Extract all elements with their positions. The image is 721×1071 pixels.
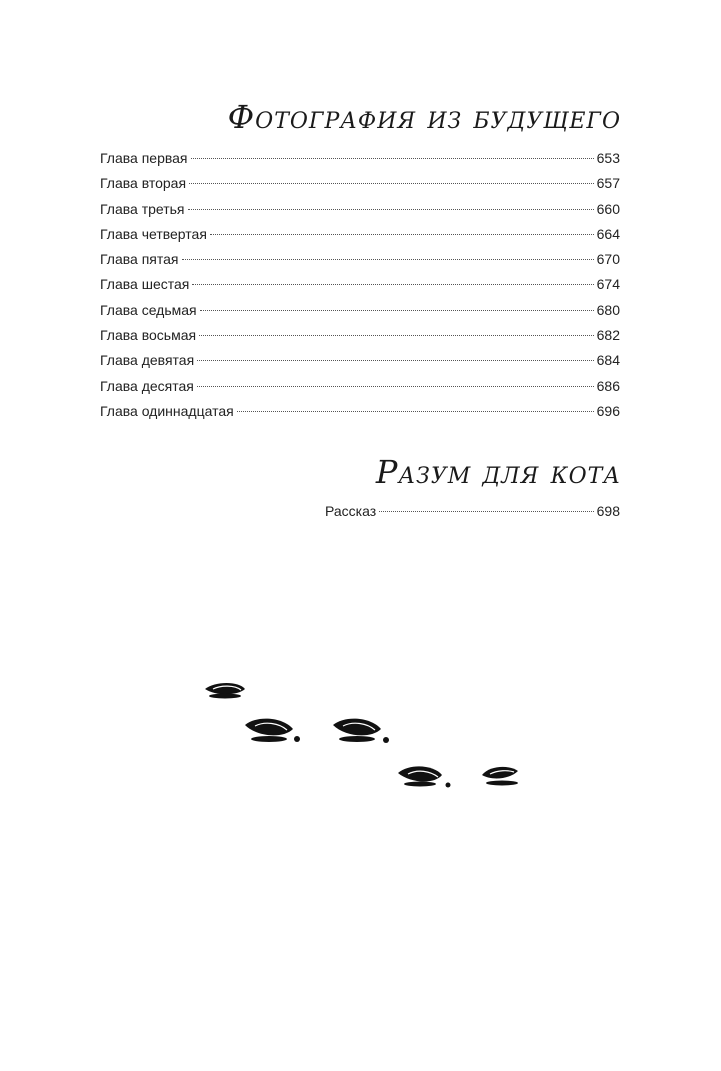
toc-entry-page: 664 [596,225,620,242]
section-title: Фотография из будущего [227,98,621,136]
toc-entry-label: Глава третья [100,200,185,217]
toc-entry-page: 684 [596,352,620,369]
dot-leader [182,259,594,260]
toc-entry[interactable] [100,171,620,196]
toc-entry-label: Глава девятая [100,352,195,369]
toc-entry-label: Рассказ [325,503,377,519]
dot-leader [237,411,594,412]
toc-entry-label: Глава шестая [100,276,190,293]
toc-entry-label: Глава седьмая [100,301,197,318]
toc-entry-page: 653 [596,150,620,166]
dot-leader [191,158,594,159]
dot-leader [189,183,594,184]
toc-entry-page: 674 [596,276,620,293]
dot-leader [200,310,594,311]
toc-entry-page: 670 [596,251,620,268]
toc-entry[interactable] [100,348,620,373]
dot-leader [199,335,594,336]
toc-entry[interactable] [100,272,620,297]
toc-entry-page: 657 [596,175,620,192]
toc-list [325,499,620,524]
dot-leader [210,234,594,235]
dot-leader [197,386,594,387]
toc-entry[interactable] [100,247,620,272]
toc-entry-page: 680 [596,301,620,318]
toc-entry-label: Глава десятая [100,377,194,394]
section-title: Разум для кота [375,453,621,491]
dot-leader [379,511,594,512]
toc-entry-label: Глава восьмая [100,327,197,344]
toc-entry-label: Глава одиннадцатая [100,402,234,419]
toc-entry[interactable] [100,222,620,247]
toc-entry-label: Глава первая [100,150,188,166]
toc-list [100,146,620,424]
toc-entry-label: Глава четвертая [100,225,207,242]
dot-leader [188,209,594,210]
paw-print-icon [398,766,451,787]
toc-entry-page: 660 [596,200,620,217]
toc-entry[interactable] [100,146,620,171]
toc-entry[interactable] [100,399,620,424]
toc-entry[interactable] [325,499,620,524]
toc-entry-page: 686 [596,377,620,394]
toc-entry[interactable] [100,197,620,222]
paw-prints-icon [200,675,530,795]
toc-entry[interactable] [100,298,620,323]
toc-entry-page: 682 [596,327,620,344]
paw-print-icon [333,719,389,743]
paw-print-icon [205,683,245,699]
dot-leader [192,284,593,285]
toc-entry-page: 696 [596,402,620,419]
toc-entry-page: 698 [596,503,620,519]
paw-print-icon [482,767,518,786]
toc-entry[interactable] [100,374,620,399]
dot-leader [197,360,593,361]
toc-entry[interactable] [100,323,620,348]
paw-print-icon [245,719,300,742]
toc-entry-label: Глава вторая [100,175,187,192]
toc-entry-label: Глава пятая [100,251,179,268]
